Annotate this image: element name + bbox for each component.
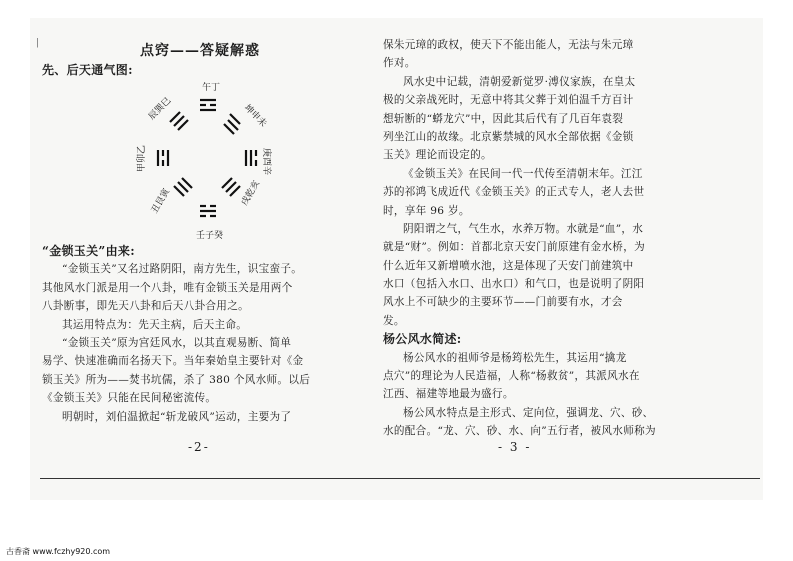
bagua-label-top-right: 坤申未 <box>241 103 269 130</box>
page-number-right: - 3 - <box>498 440 532 454</box>
diagram-caption: 先、后天通气图: <box>42 63 133 77</box>
paragraph-line: 易学、快速准确而名扬天下。当年秦始皇主要针对《金 <box>42 355 304 368</box>
paragraph-line: 杨公风水特点是主形式、定向位，强调龙、穴、砂、 <box>403 406 654 419</box>
bagua-label-right: 庚酉辛 <box>261 148 271 176</box>
paragraph-line: 风水上不可缺少的主要环节——门前要有水，才会 <box>383 296 623 309</box>
paragraph-line: 就是“财”。例如：首都北京天安门前原建有金水桥，为 <box>383 241 645 254</box>
paragraph-line: 江西、福建等地最为盛行。 <box>383 388 514 401</box>
paragraph-line: 水口（包括入水口、出水口）和气口，也是说明了阴阳 <box>383 278 645 291</box>
left-page-text <box>42 61 338 79</box>
paragraph-line: 苏的祁鸿飞成近代《金锁玉关》的正式专人，老人去世 <box>383 186 645 199</box>
page-title: 点窍——答疑解惑 <box>140 43 260 59</box>
bagua-label-bottom-left: 丑艮寅 <box>149 187 173 216</box>
paragraph-line: 八卦断事，即先天八卦和后天八卦合用之。 <box>42 300 249 313</box>
paragraph-line: 水的配合。“龙、穴、砂、水、向”五行者，被风水师称为 <box>383 425 656 438</box>
paragraph-line: 列坐江山的故缘。北京紫禁城的风水全部依据《金锁 <box>383 130 634 143</box>
paragraph-line: 杨公风水的祖师爷是杨筠松先生，其运用“擒龙 <box>403 351 627 364</box>
bagua-label-bottom-right: 戌乾亥 <box>239 179 263 208</box>
paragraph-line: 作对。 <box>383 57 416 70</box>
bagua-diagram <box>118 78 298 248</box>
page-number-left: -2- <box>188 440 210 454</box>
section-heading-yanggong: 杨公风水简述: <box>383 332 462 347</box>
paragraph-line: “金锁玉关”又名过路阴阳，南方先生，识宝蛮子。 <box>62 263 303 276</box>
margin-mark: | <box>36 38 40 48</box>
bagua-label-left: 甲卯乙 <box>137 144 147 172</box>
paragraph-line: 风水史中记载，清朝爱新觉罗·溥仪家族，在皇太 <box>403 75 636 88</box>
bagua-label-top: 午丁 <box>202 83 221 93</box>
paragraph-line: 想斩断的“蟒龙穴”中，因此其后代有了几百年袁裂 <box>383 112 624 125</box>
paragraph-line: 发。 <box>383 314 405 327</box>
right-page-body <box>383 36 713 441</box>
paragraph-line: 什么近年又新增喷水池，这是体现了天安门前建筑中 <box>383 259 634 272</box>
paragraph-line: 锁玉关》所为——焚书坑儒，杀了 380 个风水师。以后 <box>42 373 311 386</box>
paragraph-line: “金锁玉关”原为宫廷风水，以其直观易断、简单 <box>62 336 292 349</box>
left-page-body <box>42 242 338 426</box>
paragraph-line: 其运用特点为：先天主病，后天主命。 <box>62 318 248 331</box>
paragraph-line: 《金锁玉关》在民间一代一代传至清朝末年。江江 <box>403 167 643 180</box>
section-heading-origin: “金锁玉关”由来: <box>42 244 135 258</box>
bagua-label-top-left: 辰巽巳 <box>147 95 174 123</box>
paragraph-line: 阴阳谓之气，气生水，水养万物。水就是“血”，水 <box>403 222 644 235</box>
paragraph-line: 时，享年 96 岁。 <box>383 204 470 217</box>
bottom-rule <box>40 478 760 479</box>
site-watermark: 古香斋 www.fczhy920.com <box>6 547 111 556</box>
paragraph-line: 点穴”的理论为人民造福，人称“杨救贫”，其派风水在 <box>383 370 640 383</box>
paragraph-line: 保朱元璋的政权，使天下不能出能人，无法与朱元璋 <box>383 39 634 51</box>
paragraph-line: 极的父亲战死时，无意中将其父葬于刘伯温千方百计 <box>383 94 634 107</box>
paragraph-line: 其他风水门派是用一个八卦，唯有金锁玉关是用两个 <box>42 281 293 294</box>
paragraph-line: 明朝时，刘伯温掀起“斩龙破风”运动，主要为了 <box>62 410 292 423</box>
paragraph-line: 《金锁玉关》只能在民间秘密流传。 <box>42 392 217 405</box>
paragraph-line: 玉关》理论而设定的。 <box>383 149 492 162</box>
bagua-label-bottom: 壬子癸 <box>196 231 224 241</box>
